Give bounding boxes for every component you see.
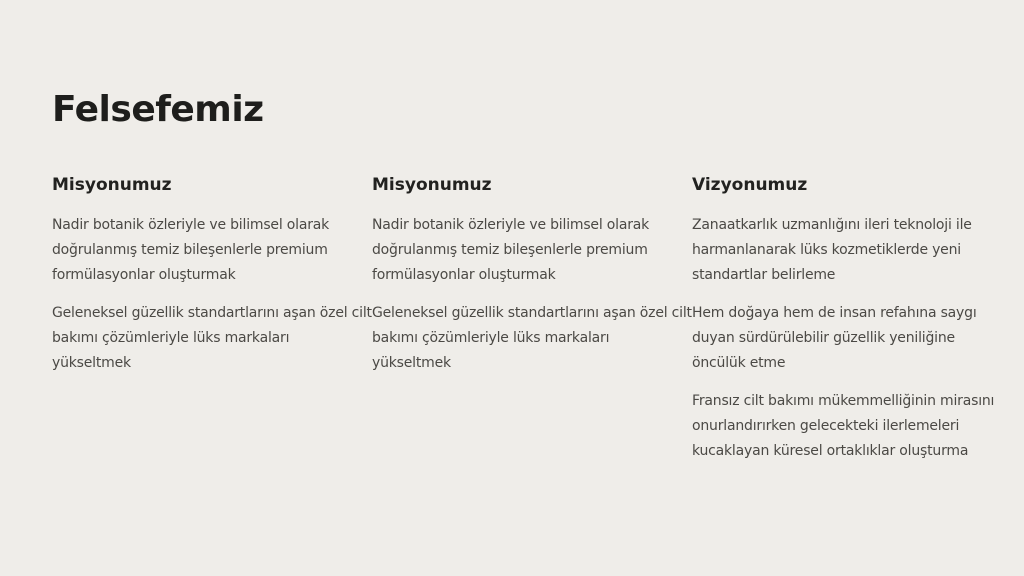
column-paragraph: Nadir botanik özleriyle ve bilimsel olarak doğrulanmış temiz bileşenlerle premium formülasyonlar oluşturmak [372,217,650,283]
columns-container [52,172,995,477]
column-paragraph: Nadir botanik özleriyle ve bilimsel olarak doğrulanmış temiz bileşenlerle premium formülasyonlar oluşturmak [52,217,330,283]
column-heading: Misyonumuz [372,175,492,195]
column-heading: Misyonumuz [52,175,172,195]
column-heading: Vizyonumuz [692,175,808,195]
column-paragraph: Geleneksel güzellik standartlarını aşan özel cilt bakımı çözümleriyle lüks markaları yükseltmek [372,305,692,371]
vision-column [692,172,1012,477]
column-paragraph: Fransız cilt bakımı mükemmelliğinin mirasını onurlandırırken gelecekteki ilerlemeleri kucaklayan küresel ortaklıklar oluşturma [692,393,995,459]
mission-column-2 [372,172,692,477]
mission-column-1 [52,172,372,477]
column-paragraph: Zanaatkarlık uzmanlığını ileri teknoloji ile harmanlanarak lüks kozmetiklerde yeni standartlar belirleme [692,217,972,283]
page-title: Felsefemiz [52,89,264,130]
column-paragraph: Hem doğaya hem de insan refahına saygı duyan sürdürülebilir güzellik yeniliğine öncülük etme [692,305,977,371]
column-paragraph: Geleneksel güzellik standartlarını aşan özel cilt bakımı çözümleriyle lüks markaları yükseltmek [52,305,372,371]
